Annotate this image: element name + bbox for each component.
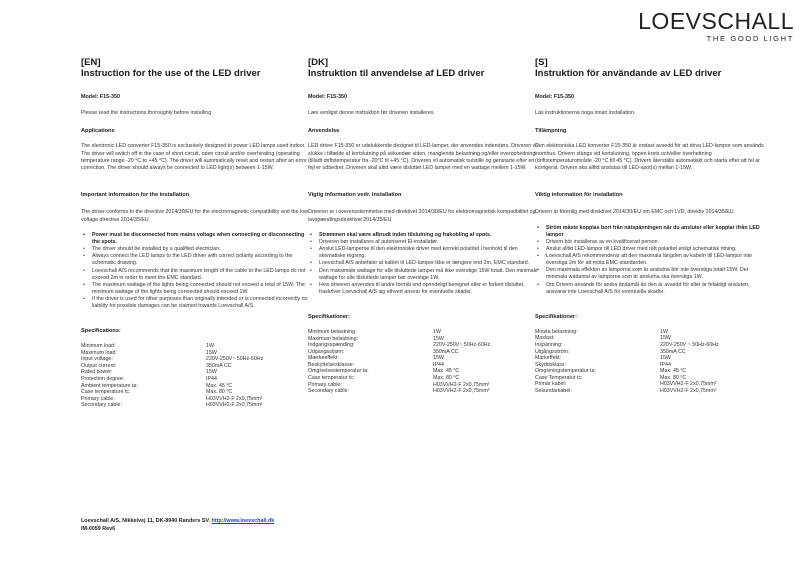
company-logo — [638, 9, 794, 43]
spec-label: Omgivningstemperatur ta: — [535, 368, 596, 375]
spec-value: 1W — [433, 328, 441, 335]
bullet-item: • Loevschall A/S recommends that the maximum length of the cable to the LED lamps do not exceed 2m in order to meet the EMC standard. — [92, 268, 313, 282]
document-title: Instruktion för användande av LED driver — [535, 68, 722, 79]
spec-label: Mærkeeffekt: — [308, 355, 339, 362]
spec-row — [308, 382, 490, 389]
spec-row — [81, 389, 263, 396]
spec-row — [535, 375, 719, 382]
specifications-table — [81, 343, 263, 409]
logo-tagline: THE GOOD LIGHT — [706, 34, 794, 43]
important-text: The driver conforms to the directive 2014/30/EU for the electromagnetic compatibility and the low voltage directive 2014/35/EU — [81, 209, 308, 223]
bullet-item: • Hvis driveren anvendes til andre formål end oprindeligt beregnet eller er forkert tilsluttet, fraskriver Loevschall A/S sig ethvert ansvar for eventuelle skader. — [319, 282, 540, 296]
bullet-item: • Power must be disconnected from mains voltage when connecting or disconnecting the spots. — [92, 232, 313, 246]
spec-label: Märkeffekt: — [535, 355, 562, 362]
logo-name: LOEVSCHALL — [638, 8, 794, 34]
installation-bullets — [308, 232, 540, 296]
applications-heading: Tillämpning — [535, 128, 567, 135]
language-code: [EN] — [81, 57, 101, 68]
spec-row — [308, 362, 490, 369]
spec-value: 15W — [433, 355, 444, 362]
spec-label: Input voltage: — [81, 356, 113, 363]
spec-row — [308, 375, 490, 382]
spec-label: Rated power: — [81, 369, 113, 376]
spec-value: 15W — [206, 349, 217, 356]
spec-label: Udgangsstrøm: — [308, 348, 345, 355]
spec-row — [308, 355, 490, 362]
spec-label: Protection degree: — [81, 376, 125, 383]
footer-address-line — [81, 518, 274, 526]
installation-bullets — [535, 225, 767, 296]
specifications-table — [308, 329, 490, 395]
spec-value: H03VVH2-F 2x0,75mm² — [206, 402, 263, 409]
column-en — [81, 57, 313, 409]
important-heading: Viktig information för installation — [535, 192, 623, 199]
spec-label: Ambient temperature ta: — [81, 382, 138, 389]
spec-label: Secondary cable: — [81, 402, 122, 409]
intro-text: Læs venligst denne instruktion før driveren installeres. — [308, 110, 435, 116]
spec-row — [81, 383, 263, 390]
spec-label: Maxlast: — [535, 335, 555, 342]
spec-row — [81, 356, 263, 363]
spec-value: 350mA CC — [206, 362, 232, 369]
document-id: IM-0059 Rev6 — [81, 525, 116, 532]
spec-label: Utgångsström: — [535, 348, 570, 355]
spec-value: H03VVH2-F 2x0,75mm² — [433, 381, 490, 388]
bullet-item: • Anslut alltid LED-lampor till LED driver med rätt polaritet enligt schematisk ritning. — [546, 246, 767, 253]
applications-text: LED driver F15-350 er udelukkende designet til LED-lamper, der anvendes indendørs. Driveren vil slukke i tilfælde af kortslutning på sekundær siden, manglende belastning og/eller overophedning (tilladt driftstemperatur fra -20°C til +45 °C). Driveren vil automatisk nulstille og genstarte efter en fejl er udbedret. Driveren skal altid være tilsluttet LED lamper med en wattage mellem 1-15W. — [308, 143, 538, 172]
spec-row — [81, 350, 263, 357]
spec-value: 350mA CC — [433, 348, 459, 355]
spec-value: 220V-250V ~ 50Hz-60Hz — [660, 341, 719, 348]
important-text: Driveren er i overensstemmelse med direktivet 2014/30/EU for elektromagnetisk kompatibilitet og lavspændingsdirektivet 2014/35/EU — [308, 209, 536, 223]
spec-label: Beskyttelsesklasse: — [308, 361, 355, 368]
spec-value: 1W — [206, 343, 214, 350]
spec-row — [81, 376, 263, 383]
spec-label: Case temperature tc: — [81, 389, 131, 396]
bullet-item: • Drivern bör installeras av en kvalificerad person. — [546, 239, 767, 246]
language-code: [DK] — [308, 57, 329, 68]
spec-label: Minsta belastning: — [535, 328, 578, 335]
column-s — [535, 57, 767, 395]
spec-row — [535, 368, 719, 375]
spec-row — [308, 329, 490, 336]
applications-heading: Applications — [81, 128, 115, 135]
spec-value: 350mA CC — [660, 348, 686, 355]
spec-label: Omgivelsestemperatur ta: — [308, 368, 369, 375]
spec-row — [81, 363, 263, 370]
spec-label: Secondary cable: — [308, 388, 349, 395]
spec-value: 220V-250V~ 50Hz-60Hz — [433, 342, 491, 349]
spec-value: 15W — [206, 369, 217, 376]
important-text: Drivern är förenlig med direktivet 2014/30/EU om EMC och LVD, direktiv 2014/35/EU. — [535, 209, 736, 216]
footer — [81, 518, 274, 533]
spec-label: Skyddsklass: — [535, 361, 566, 368]
spec-value: IP44 — [206, 376, 217, 383]
bullet-item: • Loevschall A/S rekommenderar att den maximala längden av kabeln till LED-lampor inte överstiga 2m för att möta EMC-standarden. — [546, 253, 767, 267]
spec-row — [81, 396, 263, 403]
spec-value: H03VVH2-F 2x0,75mm² — [660, 381, 717, 388]
spec-row — [535, 342, 719, 349]
bullet-item: • Driveren bør installeres af autoriseret El-installatør. — [319, 239, 540, 246]
spec-value: Max. 80 °C — [660, 374, 687, 381]
spec-value: H03VVH2-F 2x0,75mm² — [660, 388, 717, 395]
spec-row — [308, 349, 490, 356]
model-number: Model: F15-350 — [81, 94, 120, 100]
spec-value: Max. 80 °C — [433, 375, 460, 382]
bullet-item: • Om Drivern används för andra ändamål än den är avsedd för eller är felaktigt ansluten, ansvarar inte Loevschall A/S för eventuella skador. — [546, 282, 767, 296]
spec-row — [308, 388, 490, 395]
applications-text: The electronic LED converter F15-350 is exclusively designed to power LED lamps used indoor. The driver will switch off in the case of short circuit, open circuit and/or overheating (operating temperature range -20 °C to +45 °C). The driver will automatically reset and restart after an error correction. The driver should always be connected to LED light(s) between 1-15W. — [81, 143, 307, 172]
footer-address: Loevschall A/S, Nikkelvej 11, DK-8940 Randers SV. — [81, 518, 211, 524]
model-number: Model: F15-350 — [308, 94, 347, 100]
spec-row — [535, 362, 719, 369]
spec-label: Minimum belastning: — [308, 328, 357, 335]
bullet-item: • Anslut LED-lamperne til den elektroniske driver med korrekt polaritet i henhold til den skematiske tegning. — [319, 246, 540, 260]
spec-row — [308, 342, 490, 349]
spec-row — [535, 335, 719, 342]
spec-label: Sekundärkabel: — [535, 388, 572, 395]
spec-value: 220V-250V~ 50Hz-60Hz — [206, 356, 264, 363]
specifications-heading: Specifications: — [81, 328, 121, 335]
spec-label: Primär kabel: — [535, 381, 567, 388]
spec-value: 15W — [433, 335, 444, 342]
bullet-item: • The driver should be installed by a qualified electrician. — [92, 246, 313, 253]
intro-text: Please read the instructions thoroughly before installing. — [81, 110, 213, 116]
important-heading: Vigtig information vedr. installation — [308, 192, 402, 199]
website-link[interactable]: http://www.loevschall.dk — [211, 518, 275, 524]
spec-row — [535, 381, 719, 388]
spec-row — [308, 336, 490, 343]
spec-value: IP44 — [433, 361, 444, 368]
spec-label: Minimum load: — [81, 343, 116, 350]
spec-row — [308, 368, 490, 375]
spec-value: Max. 45 °C — [433, 368, 460, 375]
bullet-item: • Always connect the LED lamps to the LED driver with correct polarity according to the schematic drawing. — [92, 253, 313, 267]
spec-row — [535, 349, 719, 356]
applications-heading: Anvendelse — [308, 128, 340, 135]
spec-value: IP44 — [660, 361, 671, 368]
spec-label: Case temperatur tc: — [308, 375, 355, 382]
spec-label: Output current: — [81, 362, 117, 369]
spec-value: Max. 80 °C — [206, 389, 233, 396]
spec-row — [535, 329, 719, 336]
spec-label: Case Temperatur tc: — [535, 374, 583, 381]
spec-value: 15W — [660, 355, 671, 362]
spec-label: Primary cable: — [308, 381, 342, 388]
column-dk — [308, 57, 540, 395]
spec-label: Inspänning: — [535, 341, 563, 348]
bullet-item: • If the driver is used for other purposes than originally intended or is connected incorrectly no liability for possible damages can be claimed towards Loevschall A/S. — [92, 296, 313, 310]
applications-text: Den elektroniska LED konverter F15-350 är endast avsedd för att driva LED-lampor som används inomhus. Drivern stängs vid kortslutning, öppen krets och/eller överhettning (driftstemperaturområde -20 °C till 45 °C). Drivern återställs automatiskt och starta efter att fel är korrigerat. Drivern ska alltid anslutas till LED-spot(s) mellan 1-15W. — [535, 143, 764, 172]
spec-row — [535, 388, 719, 395]
spec-label: Primary cable: — [81, 395, 115, 402]
specifications-table — [535, 329, 719, 395]
spec-value: H03VVH2-F 2x0,75mm² — [206, 395, 263, 402]
intro-text: Läs instruktionerna noga innan installation. — [535, 110, 636, 116]
spec-value: 1W — [660, 328, 668, 335]
spec-row — [81, 402, 263, 409]
bullet-item: • Den maximala effekten av lamporna som är anslutna bör inte överstiga totalt 15W. Det minimala wattantal av lamporna som är anslutna ska överstiga 1W. — [546, 267, 767, 281]
spec-label: Maximum load: — [81, 349, 117, 356]
important-heading: Important information for the installation — [81, 192, 190, 199]
spec-value: Max. 45 °C — [660, 368, 687, 375]
bullet-item: • Den maksimale wattage for alle tilsluttede lamper må ikke overstige 15W totalt. Den minimale wattage for alle tilsluttede lamper bør overstige 1W. — [319, 268, 540, 282]
spec-label: Indgangsspænding: — [308, 342, 355, 349]
spec-value: 15W — [660, 335, 671, 342]
document-title: Instruction for the use of the LED driver — [81, 68, 261, 79]
bullet-item: • The maximum wattage of the lights being connected should not exceed a total of 15W. The minimum wattage of the lights being connected should exceed 1W. — [92, 282, 313, 296]
spec-value: H03VVH2-F 2x0,75mm² — [433, 388, 490, 395]
spec-value: Max. 45 °C — [206, 382, 233, 389]
bullet-item: • Ström måste kopplas bort från nätspänningen när du ansluter eller kopplar ifrån LED lampor — [546, 225, 767, 239]
bullet-item: • Strømmen skal være afbrudt inden tilslutning og frakobling af spots. — [319, 232, 540, 239]
spec-row — [535, 355, 719, 362]
bullet-item: • Loevschall A/S anbefaler at kablet til LED-lamper ikke er længere end 2m. EMC standard. — [319, 260, 540, 267]
installation-bullets — [81, 232, 313, 310]
spec-row — [81, 343, 263, 350]
specifications-heading: Specifikationer: — [308, 313, 350, 320]
spec-row — [81, 369, 263, 376]
specifications-heading: Specifikationer: — [535, 313, 577, 320]
spec-label: Maximum belastning: — [308, 335, 359, 342]
model-number: Model: F15-350 — [535, 94, 574, 100]
document-title: Instruktion til anvendelse af LED driver — [308, 68, 485, 79]
language-code: [S] — [535, 57, 548, 68]
